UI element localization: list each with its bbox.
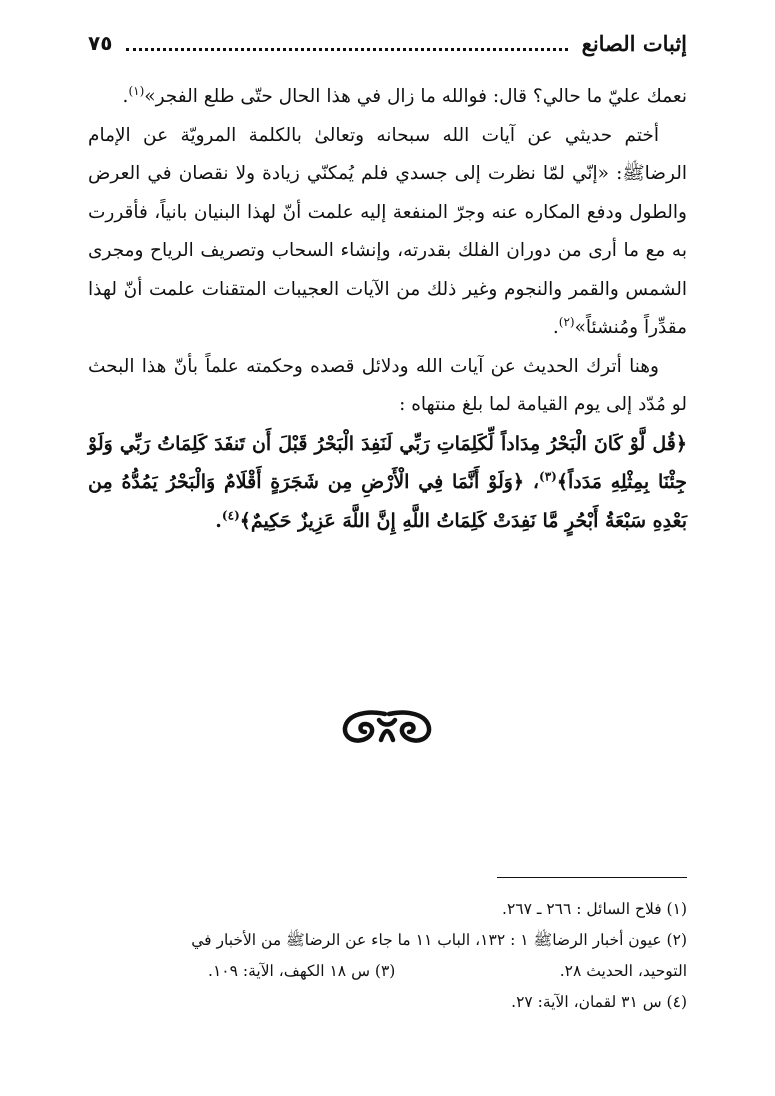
quran-separator: ، (532, 471, 540, 493)
footnote-2-line-2: التوحيد، الحديث ٢٨. (559, 962, 687, 980)
paragraph-2: أختم حديثي عن آيات الله سبحانه وتعالىٰ بالكلمة المرويّة عن الإمام الرضاﷺ: «إنّي لمّا نظرت إلى جسدي فلم يُمكنّي زيادة ولا نقصان في العرض والطول ودفع المكاره عنه وجرّ المنفعة إليه علمت أنّ لهذا البنيان بانياً، فأقررت به مع ما أرى من دوران الفلك بقدرته، وإنشاء السحاب وتصريف الرياح ومجرى الشمس والقمر والنجوم وغير ذلك من الآيات العجيبات المتقنات علمت أنّ لهذا مقدِّراً ومُنشئاً»$^{(٢)}$. (88, 124, 687, 338)
quran-close-bracket-2: ﴾ (239, 509, 251, 532)
footnote-ref-4: (٤) (221, 508, 240, 523)
paragraph-1-text: نعمك عليّ ما حالي؟ قال: فوالله ما زال في هذا الحال حتّى طلع الفجر» (144, 86, 687, 107)
quran-verse-2: وَلَوْ أَنَّمَا فِي الْأَرْضِ مِن شَجَرَةٍ أَقْلَامٌ وَالْبَحْرُ يَمُدُّهُ مِن بَعْدِهِ سَبْعَةُ أَبْحُرٍ مَّا نَفِدَتْ كَلِمَاتُ اللَّهِ إِنَّ اللَّهَ عَزِيزٌ حَكِيمٌ (88, 471, 687, 532)
footnote-row (88, 956, 687, 987)
quran-open-bracket-2: ﴿ (512, 471, 525, 493)
paragraph-3 (88, 348, 687, 425)
footnote-ref-3: (٣) (539, 469, 557, 484)
footnote-2-line-1: (٢) عيون أخبار الرضاﷺ ١ : ١٣٢، الباب ١١ ما جاء عن الرضاﷺ من الأخبار في (191, 931, 687, 949)
quran-open-bracket-1: ﴿ (675, 432, 687, 455)
footnote-3: (٣) س ١٨ الكهف، الآية: ١٠٩. (208, 962, 396, 980)
footnote-4: (٤) س ٣١ لقمان، الآية: ٢٧. (511, 993, 687, 1011)
header-dotted-leader (126, 48, 567, 51)
page-header (88, 26, 687, 60)
paragraph-3-text: وهنا أترك الحديث عن آيات الله ودلائل قصده وحكمته علماً بأنّ هذا البحث لو مُدّد إلى يوم القيامة لما بلغ منتهاه : (88, 355, 687, 415)
footnote-separator-rule (497, 877, 687, 878)
footnote-ref-1: (١) (128, 83, 145, 98)
footnote-ref-2: (٢) (558, 314, 575, 329)
footnotes (88, 894, 687, 1018)
running-title: إثبات الصانع (581, 30, 687, 56)
page-number: ٧٥ (88, 31, 113, 55)
footnote-1: (١) فلاح السائل : ٢٦٦ ـ ٢٦٧. (502, 900, 687, 918)
quran-verses (88, 425, 687, 541)
section-divider-ornament-icon (337, 706, 437, 748)
quran-verse-1: قُل لَّوْ كَانَ الْبَحْرُ مِدَاداً لِّكَلِمَاتِ رَبِّي لَنَفِدَ الْبَحْرُ قَبْلَ أَن تَنفَدَ كَلِمَاتُ رَبِّي وَلَوْ جِئْنَا بِمِثْلِهِ مَدَداً (88, 432, 688, 493)
main-text (88, 78, 687, 540)
paragraph-1: نعمك عليّ ما حالي؟ قال: فوالله ما زال في هذا الحال حتّى طلع الفجر»$^{(١)}$. (122, 83, 687, 107)
paragraph-2-text: أختم حديثي عن آيات الله سبحانه وتعالىٰ بالكلمة المرويّة عن الإمام الرضاﷺ: «إنّي لمّا نظرت إلى جسدي فلم يُمكنّي زيادة ولا نقصان في العرض والطول ودفع المكاره عنه وجرّ المنفعة إليه علمت أنّ لهذا البنيان بانياً، فأقررت به مع ما أرى من دوران الفلك بقدرته، وإنشاء السحاب وتصريف الرياح ومجرى الشمس والقمر والنجوم وغير ذلك من الآيات العجيبات المتقنات علمت أنّ لهذا مقدِّراً ومُنشئاً» (88, 124, 687, 338)
quran-close-bracket-1: ﴾ (556, 471, 568, 493)
quran-end-period: . (215, 509, 222, 532)
